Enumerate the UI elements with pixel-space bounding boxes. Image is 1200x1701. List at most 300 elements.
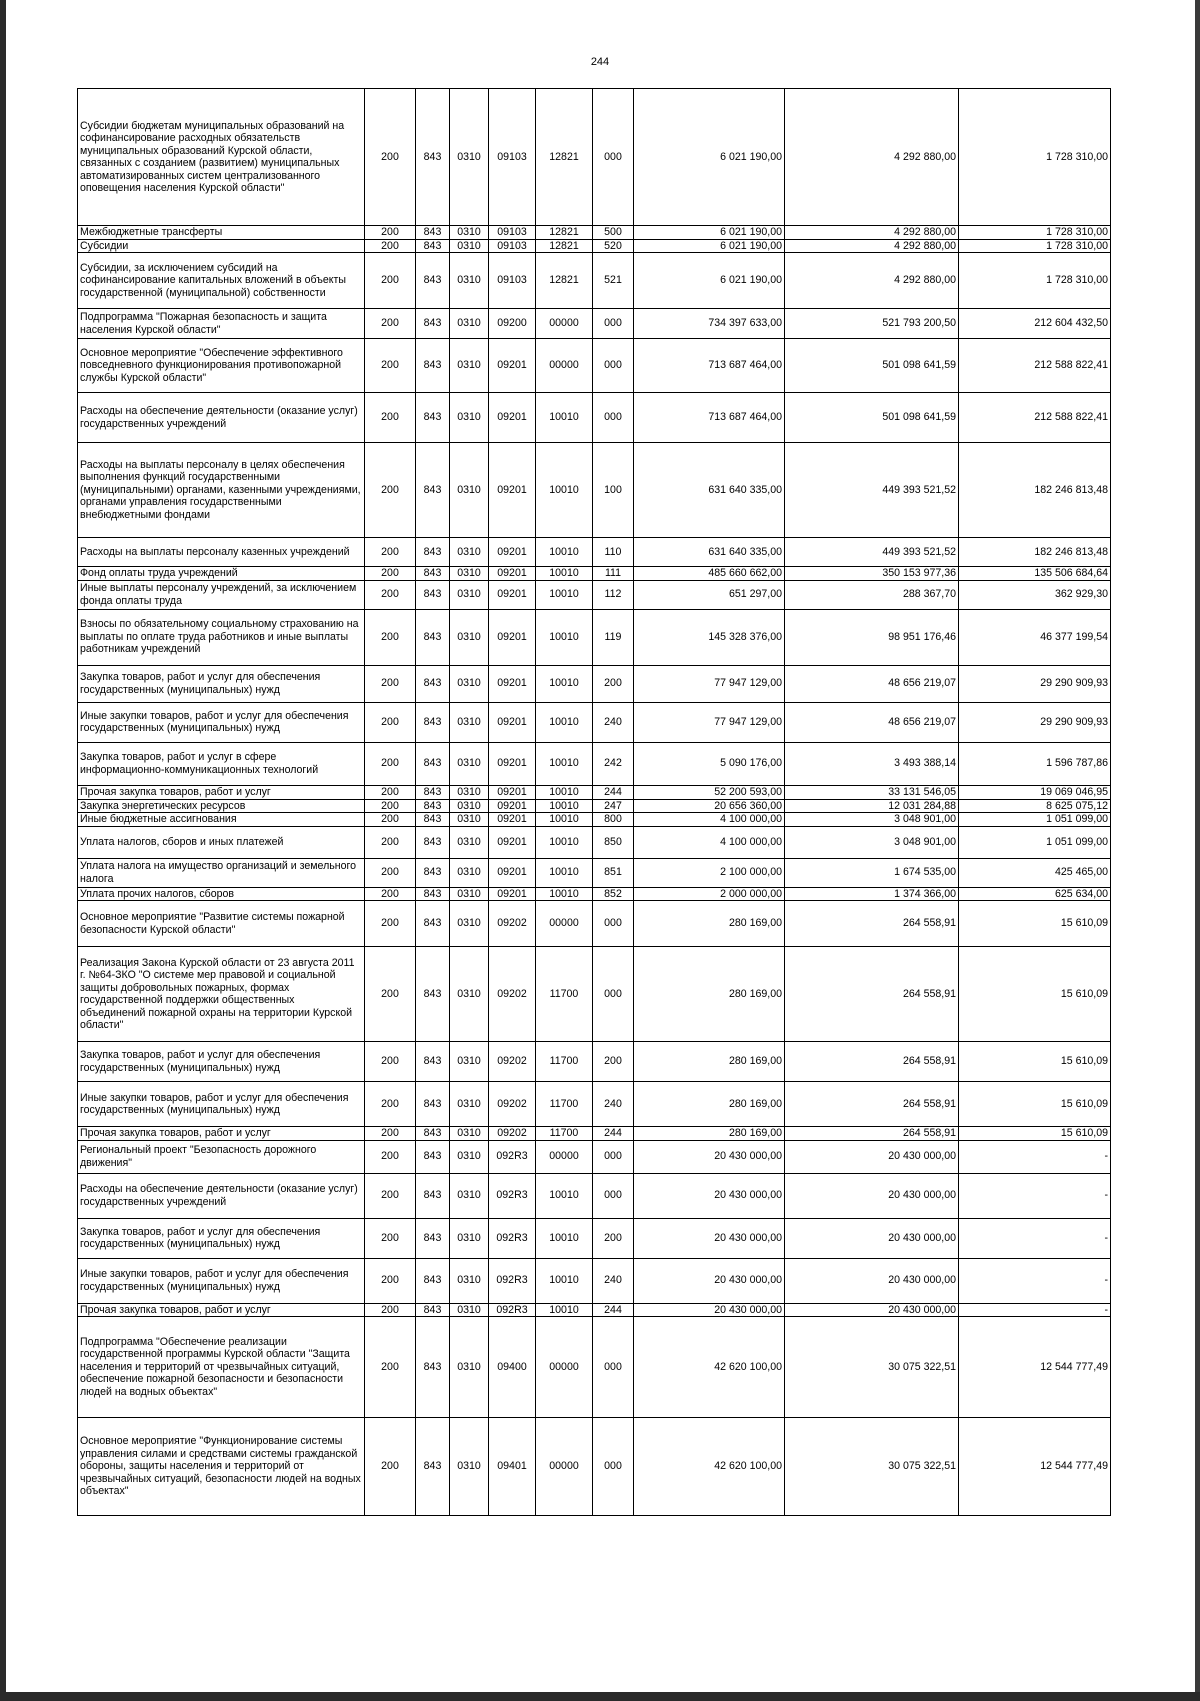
table-row: [78, 702, 1111, 742]
col-code-4-cell: 09202: [489, 1127, 536, 1141]
col-code-3-cell: 0310: [450, 393, 489, 443]
row-name-cell: Основное мероприятие "Развитие системы пожарной безопасности Курской области": [78, 901, 365, 947]
table-row: [78, 665, 1111, 702]
col-amount-3-cell: 8 625 075,12: [959, 799, 1111, 813]
row-name-cell: Иные бюджетные ассигнования: [78, 813, 365, 827]
col-code-1-cell: 200: [365, 858, 416, 887]
col-code-2-cell: 843: [416, 567, 450, 581]
col-amount-1-cell: 4 100 000,00: [634, 813, 785, 827]
col-amount-1-cell: 6 021 190,00: [634, 239, 785, 253]
col-code-6-cell: 240: [593, 1258, 634, 1303]
col-code-3-cell: 0310: [450, 947, 489, 1042]
col-code-2-cell: 843: [416, 1303, 450, 1317]
table-row: [78, 826, 1111, 858]
col-code-2-cell: 843: [416, 253, 450, 309]
col-amount-2-cell: 264 558,91: [785, 1042, 959, 1082]
col-code-3-cell: 0310: [450, 1140, 489, 1173]
table-row: [78, 887, 1111, 901]
col-code-5-cell: 10010: [536, 1218, 593, 1258]
row-name-cell: Фонд оплаты труда учреждений: [78, 567, 365, 581]
col-code-2-cell: 843: [416, 665, 450, 702]
table-row: [78, 1173, 1111, 1218]
row-name-cell: Субсидии, за исключением субсидий на софинансирование капитальных вложений в объекты государственной (муниципальной) собственности: [78, 253, 365, 309]
row-name-cell: Закупка товаров, работ и услуг для обеспечения государственных (муниципальных) нужд: [78, 1218, 365, 1258]
col-code-2-cell: 843: [416, 443, 450, 538]
col-code-4-cell: 09202: [489, 1042, 536, 1082]
col-code-2-cell: 843: [416, 702, 450, 742]
col-code-5-cell: 00000: [536, 1140, 593, 1173]
col-code-3-cell: 0310: [450, 813, 489, 827]
col-amount-3-cell: 362 929,30: [959, 580, 1111, 609]
table-row: [78, 785, 1111, 799]
table-row: [78, 901, 1111, 947]
col-code-5-cell: 10010: [536, 1173, 593, 1218]
col-code-3-cell: 0310: [450, 239, 489, 253]
row-name-cell: Иные закупки товаров, работ и услуг для обеспечения государственных (муниципальных) нужд: [78, 1082, 365, 1127]
col-code-4-cell: 09201: [489, 665, 536, 702]
row-name-cell: Закупка товаров, работ и услуг для обеспечения государственных (муниципальных) нужд: [78, 1042, 365, 1082]
row-name-cell: Межбюджетные трансферты: [78, 226, 365, 240]
col-code-2-cell: 843: [416, 1127, 450, 1141]
col-code-4-cell: 09201: [489, 826, 536, 858]
col-code-3-cell: 0310: [450, 742, 489, 785]
col-amount-1-cell: 6 021 190,00: [634, 253, 785, 309]
col-amount-1-cell: 42 620 100,00: [634, 1418, 785, 1516]
col-code-4-cell: 09201: [489, 742, 536, 785]
table-row: [78, 443, 1111, 538]
col-code-2-cell: 843: [416, 393, 450, 443]
col-code-4-cell: 09400: [489, 1317, 536, 1418]
table-row: [78, 226, 1111, 240]
col-amount-2-cell: 30 075 322,51: [785, 1418, 959, 1516]
col-code-3-cell: 0310: [450, 785, 489, 799]
scan-edge-bottom: [0, 1692, 1200, 1701]
col-code-1-cell: 200: [365, 1418, 416, 1516]
col-amount-3-cell: -: [959, 1218, 1111, 1258]
col-code-3-cell: 0310: [450, 1173, 489, 1218]
col-amount-1-cell: 713 687 464,00: [634, 339, 785, 393]
col-amount-2-cell: 264 558,91: [785, 947, 959, 1042]
col-code-2-cell: 843: [416, 785, 450, 799]
col-code-4-cell: 09201: [489, 799, 536, 813]
col-code-6-cell: 110: [593, 538, 634, 567]
col-amount-2-cell: 501 098 641,59: [785, 339, 959, 393]
col-code-3-cell: 0310: [450, 580, 489, 609]
col-code-6-cell: 521: [593, 253, 634, 309]
col-amount-3-cell: 15 610,09: [959, 947, 1111, 1042]
col-code-4-cell: 09201: [489, 443, 536, 538]
col-amount-2-cell: 264 558,91: [785, 901, 959, 947]
col-amount-3-cell: 1 051 099,00: [959, 813, 1111, 827]
col-amount-1-cell: 2 000 000,00: [634, 887, 785, 901]
table-row: [78, 1127, 1111, 1141]
table-row: [78, 947, 1111, 1042]
col-code-2-cell: 843: [416, 1418, 450, 1516]
col-code-3-cell: 0310: [450, 253, 489, 309]
col-amount-3-cell: 135 506 684,64: [959, 567, 1111, 581]
col-code-5-cell: 10010: [536, 538, 593, 567]
col-amount-2-cell: 20 430 000,00: [785, 1303, 959, 1317]
col-code-5-cell: 00000: [536, 1418, 593, 1516]
col-code-5-cell: 10010: [536, 567, 593, 581]
col-code-6-cell: 119: [593, 609, 634, 665]
col-amount-3-cell: 212 588 822,41: [959, 339, 1111, 393]
col-amount-2-cell: 3 048 901,00: [785, 813, 959, 827]
row-name-cell: Закупка товаров, работ и услуг для обеспечения государственных (муниципальных) нужд: [78, 665, 365, 702]
col-amount-2-cell: 30 075 322,51: [785, 1317, 959, 1418]
col-code-3-cell: 0310: [450, 901, 489, 947]
col-amount-1-cell: 20 430 000,00: [634, 1173, 785, 1218]
col-amount-2-cell: 4 292 880,00: [785, 226, 959, 240]
page-number: 244: [590, 56, 610, 68]
col-code-4-cell: 09201: [489, 567, 536, 581]
col-amount-2-cell: 48 656 219,07: [785, 702, 959, 742]
table-row: [78, 393, 1111, 443]
col-code-5-cell: 11700: [536, 1127, 593, 1141]
col-code-2-cell: 843: [416, 580, 450, 609]
col-code-4-cell: 09201: [489, 339, 536, 393]
col-amount-2-cell: 98 951 176,46: [785, 609, 959, 665]
col-code-3-cell: 0310: [450, 309, 489, 339]
col-amount-3-cell: 1 596 787,86: [959, 742, 1111, 785]
col-amount-2-cell: 264 558,91: [785, 1127, 959, 1141]
col-code-2-cell: 843: [416, 813, 450, 827]
col-amount-1-cell: 5 090 176,00: [634, 742, 785, 785]
col-code-3-cell: 0310: [450, 443, 489, 538]
col-code-4-cell: 092R3: [489, 1303, 536, 1317]
table-row: [78, 567, 1111, 581]
row-name-cell: Расходы на выплаты персоналу в целях обеспечения выполнения функций государственными (муниципальными) органами, казенными учреждениями, органами управления государственными внебюджетными фондами: [78, 443, 365, 538]
row-name-cell: Прочая закупка товаров, работ и услуг: [78, 1303, 365, 1317]
col-code-5-cell: 10010: [536, 665, 593, 702]
col-code-1-cell: 200: [365, 339, 416, 393]
col-code-1-cell: 200: [365, 1140, 416, 1173]
col-code-3-cell: 0310: [450, 665, 489, 702]
col-code-5-cell: 10010: [536, 799, 593, 813]
col-code-6-cell: 244: [593, 1127, 634, 1141]
col-amount-2-cell: 449 393 521,52: [785, 538, 959, 567]
row-name-cell: Субсидии: [78, 239, 365, 253]
col-code-4-cell: 09201: [489, 702, 536, 742]
col-code-4-cell: 09200: [489, 309, 536, 339]
table-row: [78, 742, 1111, 785]
col-code-4-cell: 09201: [489, 393, 536, 443]
col-code-3-cell: 0310: [450, 858, 489, 887]
col-code-1-cell: 200: [365, 253, 416, 309]
col-amount-1-cell: 651 297,00: [634, 580, 785, 609]
table-row: [78, 580, 1111, 609]
col-code-1-cell: 200: [365, 665, 416, 702]
col-amount-1-cell: 631 640 335,00: [634, 538, 785, 567]
row-name-cell: Иные выплаты персоналу учреждений, за исключением фонда оплаты труда: [78, 580, 365, 609]
col-code-4-cell: 092R3: [489, 1258, 536, 1303]
col-amount-3-cell: 1 728 310,00: [959, 89, 1111, 226]
col-code-6-cell: 112: [593, 580, 634, 609]
col-code-1-cell: 200: [365, 887, 416, 901]
col-amount-1-cell: 77 947 129,00: [634, 665, 785, 702]
col-code-6-cell: 240: [593, 1082, 634, 1127]
col-code-4-cell: 09201: [489, 580, 536, 609]
col-amount-2-cell: 449 393 521,52: [785, 443, 959, 538]
col-code-3-cell: 0310: [450, 826, 489, 858]
row-name-cell: Основное мероприятие "Обеспечение эффективного повседневного функционирования противопожарной службы Курской области": [78, 339, 365, 393]
col-code-3-cell: 0310: [450, 887, 489, 901]
col-amount-1-cell: 42 620 100,00: [634, 1317, 785, 1418]
col-code-4-cell: 09202: [489, 901, 536, 947]
col-code-1-cell: 200: [365, 89, 416, 226]
col-code-6-cell: 200: [593, 1042, 634, 1082]
table-row: [78, 339, 1111, 393]
col-code-5-cell: 10010: [536, 1258, 593, 1303]
col-amount-1-cell: 6 021 190,00: [634, 226, 785, 240]
col-amount-3-cell: 15 610,09: [959, 1042, 1111, 1082]
col-code-4-cell: 09201: [489, 609, 536, 665]
col-amount-1-cell: 280 169,00: [634, 1042, 785, 1082]
col-code-1-cell: 200: [365, 1042, 416, 1082]
col-amount-1-cell: 52 200 593,00: [634, 785, 785, 799]
col-amount-1-cell: 280 169,00: [634, 901, 785, 947]
col-amount-1-cell: 20 430 000,00: [634, 1218, 785, 1258]
col-amount-2-cell: 12 031 284,88: [785, 799, 959, 813]
table-row: [78, 1258, 1111, 1303]
col-code-5-cell: 11700: [536, 1042, 593, 1082]
col-code-2-cell: 843: [416, 609, 450, 665]
col-code-6-cell: 200: [593, 665, 634, 702]
col-amount-2-cell: 4 292 880,00: [785, 239, 959, 253]
col-amount-2-cell: 33 131 546,05: [785, 785, 959, 799]
col-code-1-cell: 200: [365, 1127, 416, 1141]
col-code-5-cell: 00000: [536, 339, 593, 393]
row-name-cell: Реализация Закона Курской области от 23 августа 2011 г. №64-ЗКО "О системе мер правовой и социальной защиты добровольных пожарных, формах государственной поддержки общественных объединений пожарной охраны на территории Курской области": [78, 947, 365, 1042]
col-amount-2-cell: 4 292 880,00: [785, 253, 959, 309]
col-code-6-cell: 240: [593, 702, 634, 742]
col-code-1-cell: 200: [365, 742, 416, 785]
col-code-3-cell: 0310: [450, 799, 489, 813]
col-code-5-cell: 10010: [536, 702, 593, 742]
col-code-6-cell: 000: [593, 901, 634, 947]
col-code-5-cell: 12821: [536, 226, 593, 240]
col-code-2-cell: 843: [416, 1140, 450, 1173]
col-code-5-cell: 00000: [536, 901, 593, 947]
col-code-4-cell: 09201: [489, 887, 536, 901]
table-row: [78, 239, 1111, 253]
col-code-2-cell: 843: [416, 826, 450, 858]
col-amount-2-cell: 48 656 219,07: [785, 665, 959, 702]
col-code-1-cell: 200: [365, 1173, 416, 1218]
col-code-1-cell: 200: [365, 826, 416, 858]
col-amount-1-cell: 734 397 633,00: [634, 309, 785, 339]
col-code-6-cell: 520: [593, 239, 634, 253]
table-row: [78, 253, 1111, 309]
col-code-4-cell: 09201: [489, 813, 536, 827]
col-amount-2-cell: 1 674 535,00: [785, 858, 959, 887]
col-code-5-cell: 10010: [536, 1303, 593, 1317]
table-row: [78, 1140, 1111, 1173]
col-amount-1-cell: 280 169,00: [634, 947, 785, 1042]
col-amount-3-cell: 182 246 813,48: [959, 538, 1111, 567]
col-amount-3-cell: 1 051 099,00: [959, 826, 1111, 858]
col-amount-2-cell: 20 430 000,00: [785, 1258, 959, 1303]
col-code-5-cell: 00000: [536, 1317, 593, 1418]
col-code-1-cell: 200: [365, 813, 416, 827]
col-code-1-cell: 200: [365, 393, 416, 443]
col-code-2-cell: 843: [416, 309, 450, 339]
row-name-cell: Закупка товаров, работ и услуг в сфере информационно-коммуникационных технологий: [78, 742, 365, 785]
col-code-6-cell: 852: [593, 887, 634, 901]
col-amount-3-cell: 425 465,00: [959, 858, 1111, 887]
col-code-6-cell: 000: [593, 89, 634, 226]
col-amount-3-cell: -: [959, 1140, 1111, 1173]
col-code-6-cell: 111: [593, 567, 634, 581]
col-code-6-cell: 244: [593, 1303, 634, 1317]
col-amount-2-cell: 20 430 000,00: [785, 1173, 959, 1218]
col-code-4-cell: 09201: [489, 785, 536, 799]
col-code-6-cell: 000: [593, 1317, 634, 1418]
row-name-cell: Взносы по обязательному социальному страхованию на выплаты по оплате труда работников и иные выплаты работникам учреждений: [78, 609, 365, 665]
col-code-3-cell: 0310: [450, 1042, 489, 1082]
col-code-4-cell: 09201: [489, 538, 536, 567]
col-code-1-cell: 200: [365, 1218, 416, 1258]
col-amount-1-cell: 713 687 464,00: [634, 393, 785, 443]
col-code-1-cell: 200: [365, 443, 416, 538]
col-code-5-cell: 11700: [536, 947, 593, 1042]
col-code-4-cell: 09103: [489, 89, 536, 226]
col-amount-1-cell: 2 100 000,00: [634, 858, 785, 887]
table-row: [78, 309, 1111, 339]
row-name-cell: Субсидии бюджетам муниципальных образований на софинансирование расходных обязательств муниципальных образований Курской области, связанных с созданием (развитием) муниципальных автоматизированных систем централизованного оповещения населения Курской области": [78, 89, 365, 226]
col-code-4-cell: 092R3: [489, 1218, 536, 1258]
col-amount-3-cell: -: [959, 1173, 1111, 1218]
col-amount-2-cell: 501 098 641,59: [785, 393, 959, 443]
col-code-2-cell: 843: [416, 1218, 450, 1258]
col-code-3-cell: 0310: [450, 1303, 489, 1317]
col-code-2-cell: 843: [416, 226, 450, 240]
table-row: [78, 1218, 1111, 1258]
row-name-cell: Прочая закупка товаров, работ и услуг: [78, 785, 365, 799]
col-amount-3-cell: -: [959, 1303, 1111, 1317]
col-amount-3-cell: 29 290 909,93: [959, 665, 1111, 702]
col-code-1-cell: 200: [365, 785, 416, 799]
col-code-3-cell: 0310: [450, 702, 489, 742]
col-amount-2-cell: 20 430 000,00: [785, 1140, 959, 1173]
row-name-cell: Прочая закупка товаров, работ и услуг: [78, 1127, 365, 1141]
table-row: [78, 538, 1111, 567]
col-code-6-cell: 851: [593, 858, 634, 887]
col-code-2-cell: 843: [416, 799, 450, 813]
col-code-3-cell: 0310: [450, 567, 489, 581]
col-amount-1-cell: 280 169,00: [634, 1127, 785, 1141]
table-row: [78, 609, 1111, 665]
col-code-6-cell: 000: [593, 1173, 634, 1218]
col-amount-3-cell: 1 728 310,00: [959, 226, 1111, 240]
col-code-5-cell: 10010: [536, 443, 593, 538]
table-row: [78, 858, 1111, 887]
scan-edge-left: [0, 0, 6, 1701]
col-code-3-cell: 0310: [450, 1082, 489, 1127]
col-code-5-cell: 10010: [536, 826, 593, 858]
col-code-1-cell: 200: [365, 567, 416, 581]
col-amount-3-cell: 29 290 909,93: [959, 702, 1111, 742]
scan-edge-right: [1195, 0, 1200, 1701]
col-code-3-cell: 0310: [450, 609, 489, 665]
col-code-4-cell: 09103: [489, 226, 536, 240]
row-name-cell: Иные закупки товаров, работ и услуг для обеспечения государственных (муниципальных) нужд: [78, 702, 365, 742]
row-name-cell: Региональный проект "Безопасность дорожного движения": [78, 1140, 365, 1173]
col-code-2-cell: 843: [416, 1317, 450, 1418]
table-row: [78, 1317, 1111, 1418]
col-amount-2-cell: 3 048 901,00: [785, 826, 959, 858]
col-code-6-cell: 000: [593, 947, 634, 1042]
col-amount-3-cell: 15 610,09: [959, 901, 1111, 947]
budget-table-body: [78, 89, 1111, 1516]
col-code-2-cell: 843: [416, 901, 450, 947]
col-code-1-cell: 200: [365, 580, 416, 609]
col-code-2-cell: 843: [416, 887, 450, 901]
col-amount-1-cell: 6 021 190,00: [634, 89, 785, 226]
col-amount-3-cell: 19 069 046,95: [959, 785, 1111, 799]
col-amount-1-cell: 485 660 662,00: [634, 567, 785, 581]
table-row: [78, 1042, 1111, 1082]
col-amount-3-cell: 1 728 310,00: [959, 253, 1111, 309]
table-row: [78, 1082, 1111, 1127]
col-code-2-cell: 843: [416, 1258, 450, 1303]
row-name-cell: Расходы на обеспечение деятельности (оказание услуг) государственных учреждений: [78, 393, 365, 443]
row-name-cell: Уплата налога на имущество организаций и земельного налога: [78, 858, 365, 887]
col-code-2-cell: 843: [416, 1082, 450, 1127]
row-name-cell: Расходы на обеспечение деятельности (оказание услуг) государственных учреждений: [78, 1173, 365, 1218]
table-row: [78, 1303, 1111, 1317]
col-code-4-cell: 09103: [489, 253, 536, 309]
col-code-5-cell: 10010: [536, 887, 593, 901]
col-code-1-cell: 200: [365, 1082, 416, 1127]
col-code-3-cell: 0310: [450, 339, 489, 393]
col-code-4-cell: 092R3: [489, 1173, 536, 1218]
row-name-cell: Уплата налогов, сборов и иных платежей: [78, 826, 365, 858]
col-amount-2-cell: 264 558,91: [785, 1082, 959, 1127]
col-code-1-cell: 200: [365, 1317, 416, 1418]
col-code-4-cell: 09202: [489, 947, 536, 1042]
col-code-6-cell: 000: [593, 1140, 634, 1173]
col-code-4-cell: 09201: [489, 858, 536, 887]
col-amount-2-cell: 288 367,70: [785, 580, 959, 609]
col-code-1-cell: 200: [365, 901, 416, 947]
row-name-cell: Подпрограмма "Обеспечение реализации государственной программы Курской области "Защита населения и территорий от чрезвычайных ситуаций, обеспечение пожарной безопасности и безопасности людей на водных объектах": [78, 1317, 365, 1418]
col-amount-1-cell: 20 656 360,00: [634, 799, 785, 813]
col-amount-3-cell: 212 604 432,50: [959, 309, 1111, 339]
col-amount-1-cell: 20 430 000,00: [634, 1140, 785, 1173]
col-amount-1-cell: 145 328 376,00: [634, 609, 785, 665]
col-code-1-cell: 200: [365, 309, 416, 339]
col-amount-2-cell: 4 292 880,00: [785, 89, 959, 226]
col-code-3-cell: 0310: [450, 1317, 489, 1418]
col-code-5-cell: 12821: [536, 239, 593, 253]
col-amount-1-cell: 77 947 129,00: [634, 702, 785, 742]
col-amount-1-cell: 20 430 000,00: [634, 1258, 785, 1303]
col-amount-2-cell: 1 374 366,00: [785, 887, 959, 901]
col-code-5-cell: 12821: [536, 89, 593, 226]
col-code-2-cell: 843: [416, 858, 450, 887]
col-amount-2-cell: 3 493 388,14: [785, 742, 959, 785]
col-code-5-cell: 00000: [536, 309, 593, 339]
col-code-2-cell: 843: [416, 89, 450, 226]
col-code-3-cell: 0310: [450, 1127, 489, 1141]
col-code-5-cell: 10010: [536, 785, 593, 799]
col-code-6-cell: 200: [593, 1218, 634, 1258]
col-code-4-cell: 09103: [489, 239, 536, 253]
col-amount-3-cell: 15 610,09: [959, 1127, 1111, 1141]
col-code-5-cell: 12821: [536, 253, 593, 309]
col-code-5-cell: 10010: [536, 813, 593, 827]
